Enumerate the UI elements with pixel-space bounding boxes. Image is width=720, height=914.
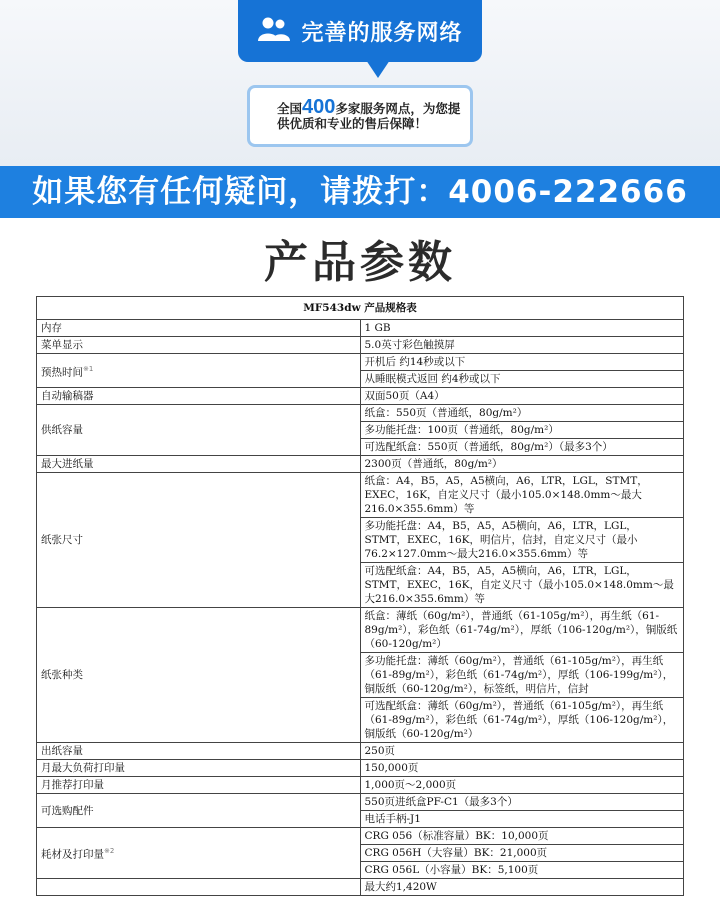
table-row: 耗材及打印量$^{※2}$ CRG 056（标准容量）BK：10,000页	[37, 828, 684, 845]
service-info-box	[247, 85, 473, 147]
table-row: 纸张尺寸 纸盒：A4，B5，A5，A5横向，A6，LTR，LGL，STMT，EXEC，16K，自定义尺寸（最小105.0×148.0mm～最大216.0×355.6mm）等	[37, 473, 684, 518]
table-row: 最大进纸量 2300页（普通纸，80g/m²）	[37, 456, 684, 473]
service-count: 400	[302, 96, 336, 118]
table-row: 出纸容量 250页	[37, 743, 684, 760]
table-row: 自动输稿器 双面50页（A4）	[37, 388, 684, 405]
table-row: 多功能托盘：100页（普通纸，80g/m²）	[37, 422, 684, 439]
table-row: 可选配纸盒：A4，B5，A5，A5横向，A6，LTR，LGL，STMT，EXEC，16K，自定义尺寸（最小105.0×148.0mm～最大216.0×355.6mm）等	[37, 563, 684, 608]
table-row: 供纸容量 纸盒：550页（普通纸，80g/m²）	[37, 405, 684, 422]
table-row: 最大约1,420W	[37, 879, 684, 896]
table-row: 电话手柄-J1	[37, 811, 684, 828]
section-title: 产品参数	[264, 237, 456, 288]
table-row: 多功能托盘：A4，B5，A5，A5横向，A6，LTR，LGL，STMT，EXEC，16K，明信片，信封，自定义尺寸（最小76.2×127.0mm～最大216.0×355.6mm）等	[37, 518, 684, 563]
people-icon	[257, 16, 291, 46]
table-row: 预热时间$^{※1}$ 开机后 约14秒或以下	[37, 354, 684, 371]
service-line-1: 全国400多家服务网点，为您提	[277, 96, 461, 118]
table-row: 可选配纸盒：薄纸（60g/m²），普通纸（61-105g/m²），再生纸（61-89g/m²），彩色纸（61-74g/m²），厚纸（106-120g/m²），铜版纸（60-120g/m²）	[37, 698, 684, 743]
pointer-arrow	[366, 60, 390, 78]
table-row: 从睡眠模式返回 约4秒或以下	[37, 371, 684, 388]
table-row: 菜单显示 5.0英寸彩色触摸屏	[37, 337, 684, 354]
service-line-2: 供优质和专业的售后保障！	[277, 116, 428, 131]
table-row: 可选配纸盒：550页（普通纸，80g/m²）（最多3个）	[37, 439, 684, 456]
table-row: 多功能托盘：薄纸（60g/m²），普通纸（61-105g/m²），再生纸（61-89g/m²），彩色纸（61-74g/m²），厚纸（106-199g/m²），铜版纸（60-120g/m²），标签纸，明信片，信封	[37, 653, 684, 698]
spec-table	[36, 296, 684, 896]
table-row: CRG 056L（小容量）BK：5,100页	[37, 862, 684, 879]
table-row: 月推荐打印量 1,000页～2,000页	[37, 777, 684, 794]
table-row: 纸张种类 纸盒：薄纸（60g/m²），普通纸（61-105g/m²），再生纸（61-89g/m²），彩色纸（61-74g/m²），厚纸（106-120g/m²），铜版纸（60-120g/m²）	[37, 608, 684, 653]
table-row: 可选购配件 550页进纸盒PF-C1（最多3个）	[37, 794, 684, 811]
table-title: MF543dw 产品规格表	[37, 297, 684, 320]
table-row: 内存 1 GB	[37, 320, 684, 337]
hotline-banner: 如果您有任何疑问，请拨打：4006-222666	[0, 166, 720, 218]
service-network-panel	[0, 0, 720, 166]
table-row: CRG 056H（大容量）BK：21,000页	[37, 845, 684, 862]
table-row: 月最大负荷打印量 150,000页	[37, 760, 684, 777]
service-title: 完善的服务网络	[301, 20, 463, 46]
spec-table-wrap	[36, 296, 684, 896]
table-header-row	[37, 297, 684, 320]
service-title-pill	[238, 0, 482, 62]
